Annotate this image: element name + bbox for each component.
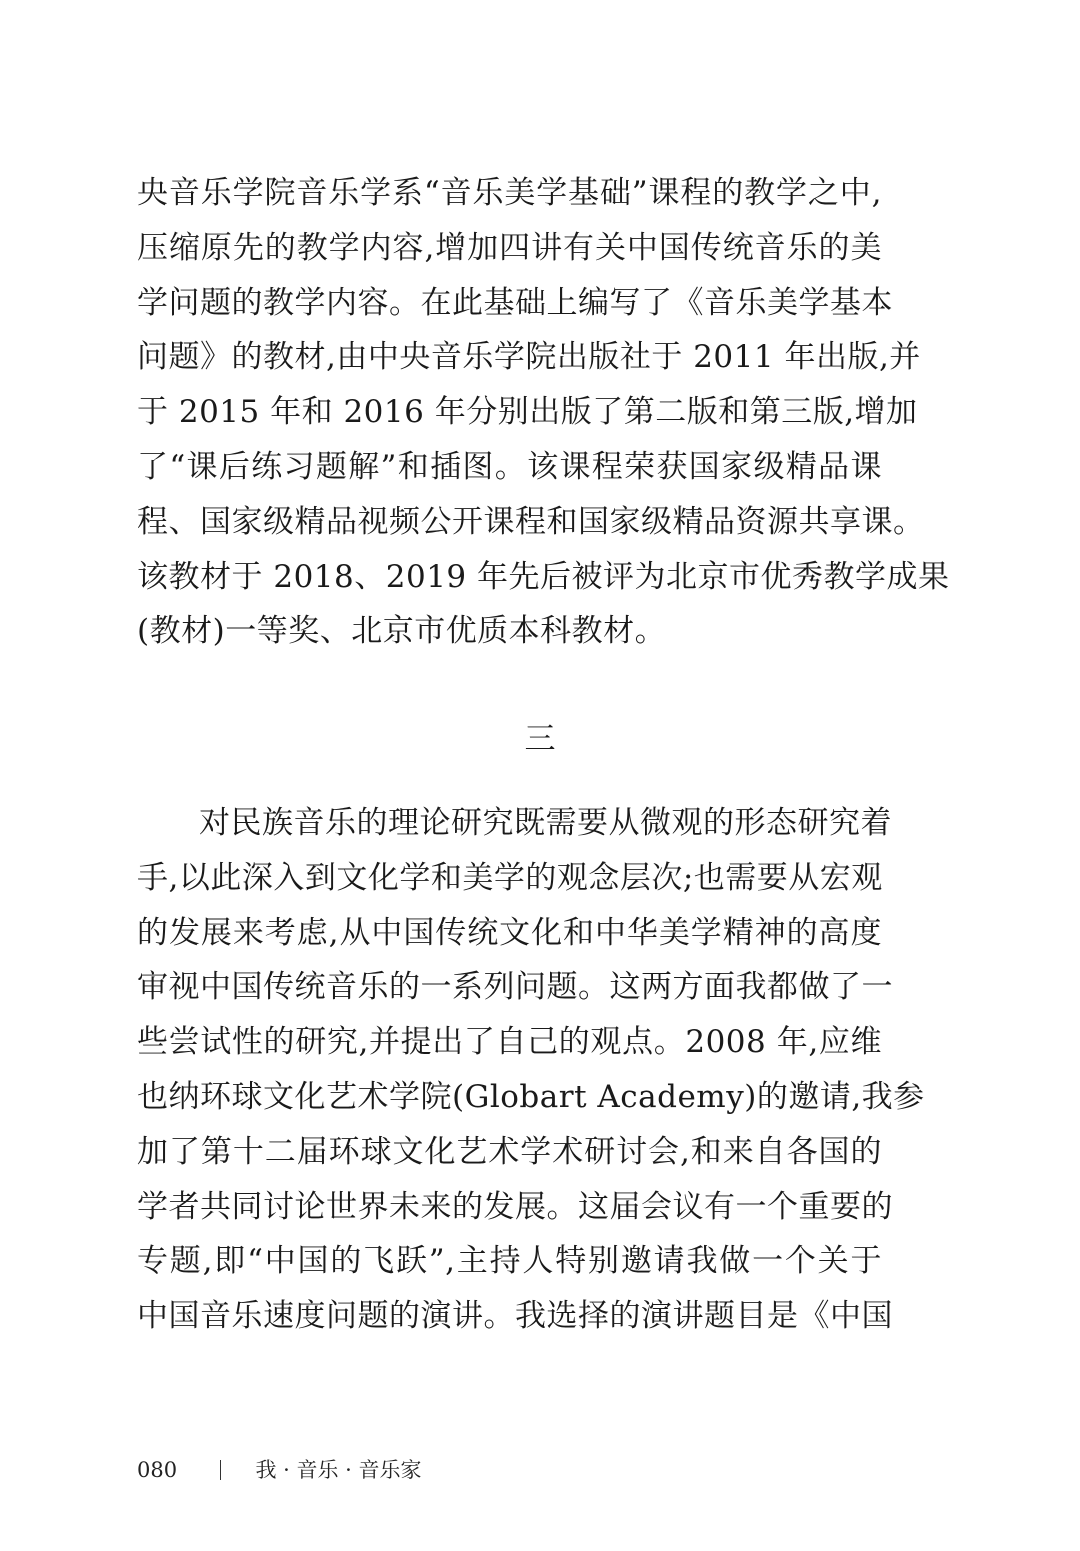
text-line: 加了第十二届环球文化艺术学术研讨会,和来自各国的 xyxy=(137,1133,882,1170)
footer-divider xyxy=(220,1460,221,1480)
text-line: 审视中国传统音乐的一系列问题。这两方面我都做了一 xyxy=(137,969,893,1006)
paragraph-continued xyxy=(137,166,950,659)
text-line: (教材)一等奖、北京市优质本科教材。 xyxy=(137,613,667,650)
text-line: 央音乐学院音乐学系“音乐美学基础”课程的教学之中, xyxy=(137,175,882,211)
text-line: 了“课后练习题解”和插图。该课程荣获国家级精品课 xyxy=(137,448,882,485)
page-footer xyxy=(137,1448,422,1488)
text-line: 专题,即“中国的飞跃”,主持人特别邀请我做一个关于 xyxy=(137,1243,882,1280)
page-number: 080 xyxy=(137,1457,178,1482)
book-title: 我 · 音乐 · 音乐家 xyxy=(255,1457,422,1482)
text-line: 的发展来考虑,从中国传统文化和中华美学精神的高度 xyxy=(137,914,882,951)
text-line: 些尝试性的研究,并提出了自己的观点。2008 年,应维 xyxy=(137,1024,882,1061)
text-line: 手,以此深入到文化学和美学的观念层次;也需要从宏观 xyxy=(137,859,883,896)
text-line: 程、国家级精品视频公开课程和国家级精品资源共享课。 xyxy=(137,503,925,540)
paragraph xyxy=(137,796,925,1344)
text-line: 该教材于 2018、2019 年先后被评为北京市优秀教学成果 xyxy=(137,558,950,595)
text-line: 于 2015 年和 2016 年分别出版了第二版和第三版,增加 xyxy=(137,394,918,431)
text-line: 中国音乐速度问题的演讲。我选择的演讲题目是《中国 xyxy=(137,1298,893,1335)
text-line: 学问题的教学内容。在此基础上编写了《音乐美学基本 xyxy=(137,284,893,321)
text-line: 对民族音乐的理论研究既需要从微观的形态研究着 xyxy=(199,805,892,841)
text-line: 也纳环球文化艺术学院(Globart Academy)的邀请,我参 xyxy=(137,1078,925,1115)
section-heading: 三 xyxy=(524,721,556,757)
text-line: 问题》的教材,由中央音乐学院出版社于 2011 年出版,并 xyxy=(137,339,921,376)
text-line: 压缩原先的教学内容,增加四讲有关中国传统音乐的美 xyxy=(137,229,882,266)
text-line: 学者共同讨论世界未来的发展。这届会议有一个重要的 xyxy=(137,1188,893,1225)
